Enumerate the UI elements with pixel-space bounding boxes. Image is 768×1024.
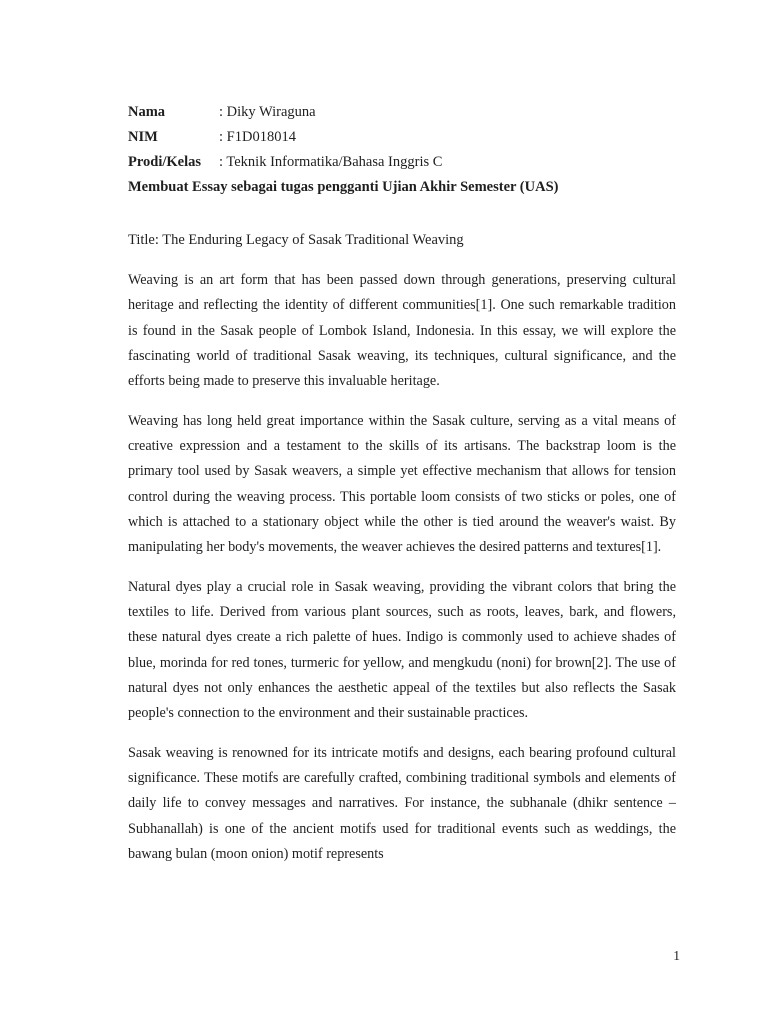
program-label: Prodi/Kelas bbox=[128, 154, 202, 170]
essay-content bbox=[128, 100, 676, 881]
paragraph-1: Weaving is an art form that has been passed down through generations, preserving cultural heritage and reflecting the identity of different communities[1]. One such remarkable tradition is found in the Sasak people of Lombok Island, Indonesia. In this essay, we will explore the fascinating world of traditional Sasak weaving, its techniques, cultural significance, and the efforts being made to preserve this invaluable heritage. bbox=[128, 272, 676, 390]
program-class-row bbox=[128, 150, 676, 175]
name-label: Nama bbox=[128, 104, 166, 120]
assignment-description: Membuat Essay sebagai tugas pengganti Ujian Akhir Semester (UAS) bbox=[128, 179, 559, 195]
essay-title: Title: The Enduring Legacy of Sasak Traditional Weaving bbox=[128, 232, 464, 248]
paragraph-4: Sasak weaving is renowned for its intricate motifs and designs, each bearing profound cultural significance. These motifs are carefully crafted, combining traditional symbols and elements of daily life to convey messages and narratives. For instance, the subhanale (dhikr sentence – Subhanallah) is one of the ancient motifs used for traditional events such as weddings, the bawang bulan (moon onion) motif represents bbox=[128, 744, 676, 862]
student-name-row bbox=[128, 100, 676, 125]
nim-label: NIM bbox=[128, 129, 158, 145]
paragraph-3: Natural dyes play a crucial role in Sasak weaving, providing the vibrant colors that bring the textiles to life. Derived from various plant sources, such as roots, leaves, bark, and flowers, these natural dyes create a rich palette of hues. Indigo is commonly used to achieve shades of blue, morinda for red tones, turmeric for yellow, and mengkudu (noni) for brown[2]. The use of natural dyes not only enhances the aesthetic appeal of the textiles but also reflects the Sasak people's connection to the environment and their sustainable practices. bbox=[128, 578, 676, 722]
nim-value: : F1D018014 bbox=[219, 129, 296, 145]
student-id-row bbox=[128, 125, 676, 150]
name-value: : Diky Wiraguna bbox=[219, 104, 316, 120]
program-value: : Teknik Informatika/Bahasa Inggris C bbox=[219, 154, 443, 170]
paragraph-2: Weaving has long held great importance within the Sasak culture, serving as a vital means of creative expression and a testament to the skills of its artisans. The backstrap loom is the primary tool used by Sasak weavers, a simple yet effective mechanism that allows for tension control during the weaving process. This portable loom consists of two sticks or poles, one of which is attached to a stationary object while the other is tied around the weaver's waist. By manipulating her body's movements, the weaver achieves the desired patterns and textures[1]. bbox=[128, 412, 676, 556]
page-number: 1 bbox=[673, 948, 680, 963]
